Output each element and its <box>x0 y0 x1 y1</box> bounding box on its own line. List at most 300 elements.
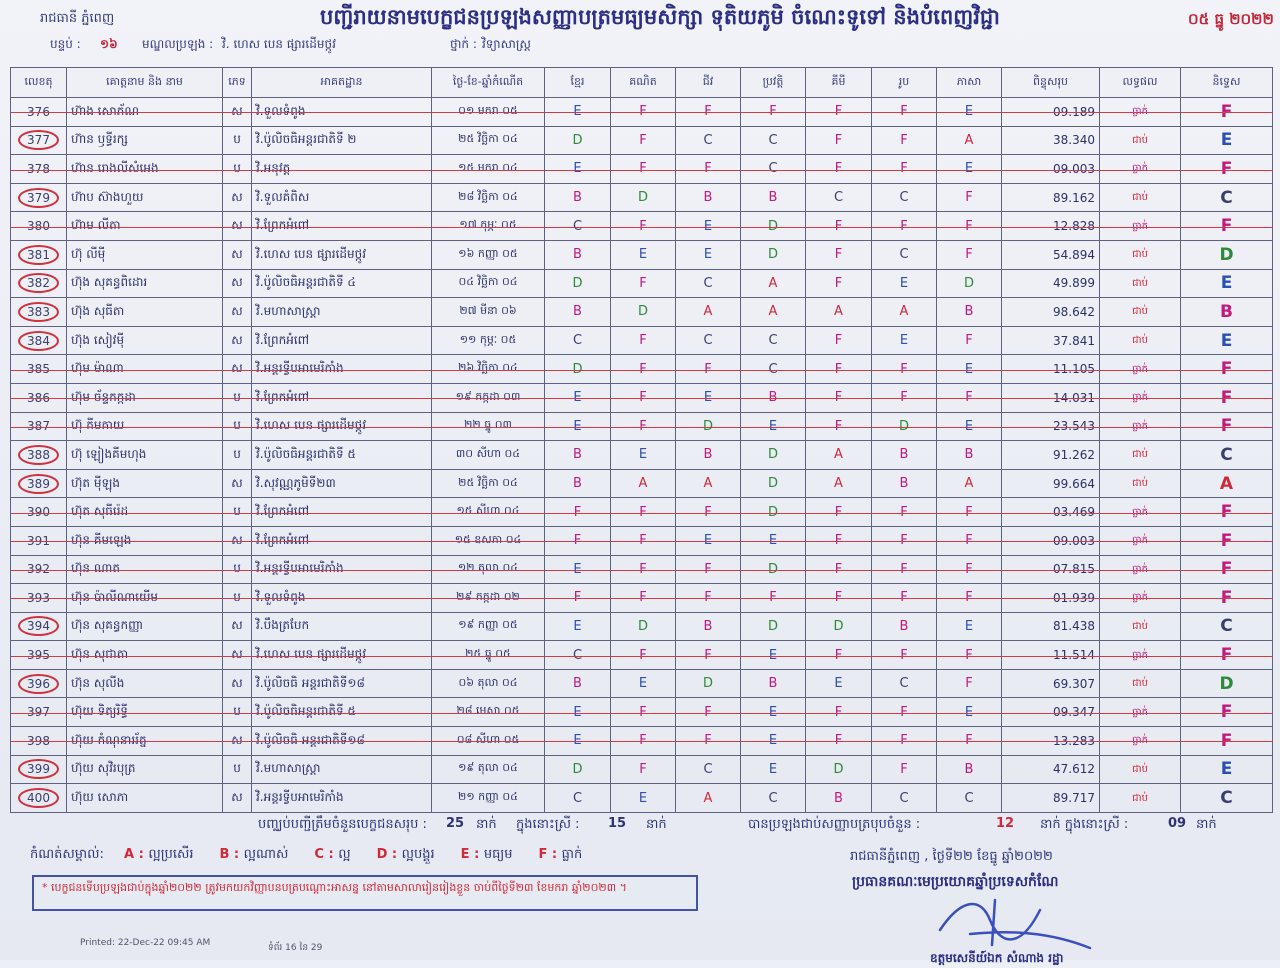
seat-number: 391 <box>27 533 50 548</box>
total-score: 37.841 <box>1002 326 1100 355</box>
page-title: បញ្ជីរាយនាមបេក្ខជនប្រឡងសញ្ញាបត្រមធ្យមសិក្សា ទុតិយភូមិ ចំណេះទូទៅ និងបំពេញវិជ្ជា <box>320 5 1000 29</box>
subject-grade: A <box>806 441 872 470</box>
subject-grade: F <box>611 126 676 155</box>
date-of-birth: ២៧ មីនា ០៦ <box>432 298 545 327</box>
subject-grade: F <box>872 383 937 412</box>
seat-number: 399 <box>18 759 59 779</box>
document-header <box>0 4 1280 32</box>
legend-items <box>108 847 582 862</box>
subject-grade: E <box>545 412 611 441</box>
subject-grade: D <box>741 240 806 269</box>
subject-grade: A <box>741 298 806 327</box>
subject-grade: C <box>741 355 806 384</box>
subject-grade: E <box>937 355 1002 384</box>
final-grade: B <box>1181 298 1273 327</box>
subject-grade: F <box>806 412 872 441</box>
date-of-birth: ១៥ សីហា ០៤ <box>432 498 545 527</box>
subject-grade: F <box>545 498 611 527</box>
subject-grade: F <box>872 526 937 555</box>
subject-grade: D <box>741 555 806 584</box>
result-status: ជាប់ <box>1100 326 1181 355</box>
date-of-birth: ២៥ វិច្ឆិកា ០៤ <box>432 126 545 155</box>
result-status: ធ្លាក់ <box>1100 98 1181 127</box>
column-header: ជីវ <box>676 68 741 98</box>
result-status: ធ្លាក់ <box>1100 355 1181 384</box>
subject-grade: F <box>937 669 1002 698</box>
seat-number: 384 <box>18 331 59 351</box>
stream-value: វិទ្យាសាស្ត្រ <box>482 37 531 51</box>
result-status: ធ្លាក់ <box>1100 727 1181 756</box>
legend-value: ល្អ <box>338 847 351 862</box>
date-of-birth: ០១ មករា ០៥ <box>432 98 545 127</box>
subject-grade: D <box>545 755 611 784</box>
candidate-name: ហ៊ុង សៀវម៉ី <box>67 326 223 355</box>
subject-grade: C <box>676 326 741 355</box>
final-grade: F <box>1181 727 1273 756</box>
legend-item <box>219 847 288 862</box>
subject-grade: F <box>937 526 1002 555</box>
subject-grade: F <box>937 498 1002 527</box>
subject-grade: E <box>611 441 676 470</box>
subject-grade: E <box>806 669 872 698</box>
summary-bar <box>0 816 1280 844</box>
subject-grade: D <box>806 612 872 641</box>
subject-grade: F <box>611 584 676 613</box>
subject-grade: F <box>872 126 937 155</box>
subject-grade: B <box>741 669 806 698</box>
candidate-name: ហ៊ុន សុគន្ធកញ្ញា <box>67 612 223 641</box>
total-count: 25 <box>446 816 465 831</box>
subject-grade: F <box>872 355 937 384</box>
final-grade: C <box>1181 784 1273 813</box>
results-table <box>10 67 1273 813</box>
subject-grade: C <box>545 212 611 241</box>
exam-date: ០៥ ធ្នូ ២០២២ <box>1188 10 1274 28</box>
table-row <box>11 669 1273 698</box>
total-score: 91.262 <box>1002 441 1100 470</box>
subject-grade: F <box>937 584 1002 613</box>
school-name: វិ.ព្រែកអំពៅ <box>252 212 432 241</box>
subject-grade: F <box>676 584 741 613</box>
subject-grade: E <box>545 612 611 641</box>
candidate-name: ហ៊ុម ច័ន្ទកក្កដា <box>67 383 223 412</box>
notice-box <box>32 875 698 911</box>
total-score: 89.717 <box>1002 784 1100 813</box>
total-score: 14.031 <box>1002 383 1100 412</box>
subject-grade: E <box>741 526 806 555</box>
final-grade: D <box>1181 240 1273 269</box>
candidate-name: ហ៊ុន សុលីង <box>67 669 223 698</box>
seat-number-cell <box>11 641 67 670</box>
final-grade: D <box>1181 669 1273 698</box>
candidate-sex: ប <box>223 555 252 584</box>
candidate-sex: ស <box>223 469 252 498</box>
subject-grade: C <box>872 240 937 269</box>
seat-number-cell <box>11 669 67 698</box>
date-of-birth: ១៩ កក្កដា ០៣ <box>432 383 545 412</box>
subject-grade: F <box>806 641 872 670</box>
seat-number: 397 <box>27 705 50 720</box>
result-status: ជាប់ <box>1100 298 1181 327</box>
subject-grade: F <box>611 755 676 784</box>
date-of-birth: ០៦ តុលា ០៤ <box>432 669 545 698</box>
subject-grade: F <box>676 98 741 127</box>
capital-label: រាជធានី ភ្នំពេញ <box>40 11 115 26</box>
seat-number-cell <box>11 355 67 384</box>
subject-grade: C <box>676 126 741 155</box>
legend-value: ល្អបង្គួរ <box>401 847 435 862</box>
candidate-sex: ស <box>223 269 252 298</box>
subject-grade: B <box>545 669 611 698</box>
subject-grade: F <box>872 498 937 527</box>
legend-value: ធ្លាក់ <box>561 847 583 862</box>
seat-number-cell <box>11 212 67 241</box>
subject-grade: B <box>741 383 806 412</box>
subject-grade: E <box>937 98 1002 127</box>
total-score: 81.438 <box>1002 612 1100 641</box>
subject-grade: F <box>676 155 741 184</box>
table-row <box>11 441 1273 470</box>
candidate-name: ហ៊ុម ម៉ាណា <box>67 355 223 384</box>
subject-grade: F <box>937 383 1002 412</box>
candidate-name: ហ៊ុត ម៉ីឡុង <box>67 469 223 498</box>
date-of-birth: ២១ កញ្ញា ០៤ <box>432 784 545 813</box>
subject-grade: E <box>545 727 611 756</box>
subject-grade: B <box>545 469 611 498</box>
column-header: ភាសា <box>937 68 1002 98</box>
candidate-sex: ស <box>223 240 252 269</box>
subject-grade: F <box>872 155 937 184</box>
signatory-name: ឧត្តមសេនីយ៍ឯក សំណាង រដ្ឋា <box>930 951 1064 965</box>
legend-item <box>124 847 193 862</box>
total-score: 12.828 <box>1002 212 1100 241</box>
table-row <box>11 641 1273 670</box>
column-header: ខ្មែរ <box>545 68 611 98</box>
subject-grade: F <box>611 412 676 441</box>
candidate-name: ហ៊ុយ កំណុនាររ័ត្ន <box>67 727 223 756</box>
table-row <box>11 298 1273 327</box>
final-grade: C <box>1181 612 1273 641</box>
final-grade: C <box>1181 441 1273 470</box>
result-status: ធ្លាក់ <box>1100 584 1181 613</box>
candidate-sex: ប <box>223 441 252 470</box>
seat-number-cell <box>11 441 67 470</box>
school-name: វិ.ប៉ូលិចធិ អន្តរជាតិទី១៨ <box>252 727 432 756</box>
seat-number-cell <box>11 98 67 127</box>
table-row <box>11 98 1273 127</box>
subject-grade: E <box>545 155 611 184</box>
column-header: លទ្ធផល <box>1100 68 1181 98</box>
subject-grade: F <box>611 641 676 670</box>
seat-number: 378 <box>27 161 50 176</box>
school-name: វិ.ប៉ូលិចធិអន្តរជាតិទី ២ <box>252 126 432 155</box>
legend-item <box>538 847 582 862</box>
legend-key: E : <box>460 847 484 862</box>
result-status: ជាប់ <box>1100 240 1181 269</box>
school-name: វិ.ប៉ូលិចធិអន្តរជាតិទី ៤ <box>252 269 432 298</box>
subject-grade: F <box>806 727 872 756</box>
school-name: វិ.ព្រែកអំពៅ <box>252 526 432 555</box>
total-score: 09.003 <box>1002 526 1100 555</box>
school-name: វិ.មហាសាស្ត្រា <box>252 755 432 784</box>
subject-grade: F <box>741 584 806 613</box>
seat-number-cell <box>11 784 67 813</box>
table-row <box>11 355 1273 384</box>
subject-grade: F <box>806 326 872 355</box>
candidate-name: ហ៊ុយ សោភា <box>67 784 223 813</box>
subject-grade: C <box>741 784 806 813</box>
candidate-sex: ស <box>223 641 252 670</box>
date-of-birth: ១២ តុលា ០៤ <box>432 555 545 584</box>
passed-female-count: 09 <box>1168 816 1187 831</box>
result-status: ជាប់ <box>1100 183 1181 212</box>
column-header: គីមី <box>806 68 872 98</box>
subject-grade: A <box>806 298 872 327</box>
school-name: វិ.ទួលគំពិស <box>252 183 432 212</box>
subject-grade: F <box>806 98 872 127</box>
page-number: ទំព័រ 16 នៃ 29 <box>268 943 323 953</box>
table-row <box>11 784 1273 813</box>
final-grade: F <box>1181 498 1273 527</box>
legend-item <box>377 847 435 862</box>
subject-grade: A <box>676 469 741 498</box>
subject-grade: F <box>676 698 741 727</box>
column-header: ពិន្ទុសរុប <box>1002 68 1100 98</box>
school-name: វិ.ព្រែកអំពៅ <box>252 383 432 412</box>
result-status: ជាប់ <box>1100 612 1181 641</box>
subject-grade: F <box>872 755 937 784</box>
subject-grade: B <box>545 240 611 269</box>
total-score: 89.162 <box>1002 183 1100 212</box>
candidate-name: ហ៊ុ ឡៀងគីមហុង <box>67 441 223 470</box>
date-of-birth: ១៥ ឧសភា ០៤ <box>432 526 545 555</box>
total-score: 23.543 <box>1002 412 1100 441</box>
result-status: ជាប់ <box>1100 755 1181 784</box>
subject-grade: D <box>741 612 806 641</box>
subject-grade: F <box>806 498 872 527</box>
subject-grade: F <box>611 355 676 384</box>
seat-number: 381 <box>18 245 59 265</box>
subject-grade: B <box>676 183 741 212</box>
total-score: 11.514 <box>1002 641 1100 670</box>
total-score: 09.189 <box>1002 98 1100 127</box>
subject-grade: F <box>806 584 872 613</box>
final-grade: F <box>1181 526 1273 555</box>
school-name: វិ.អនុវត្ត <box>252 155 432 184</box>
candidate-name: ហ៊ាន រោងលីសំអេង <box>67 155 223 184</box>
female-label: ក្នុងនោះស្រី : <box>516 817 580 832</box>
candidate-name: ហ៊ាម លីតា <box>67 212 223 241</box>
seat-number: 383 <box>18 302 59 322</box>
subject-grade: E <box>741 727 806 756</box>
subject-grade: F <box>611 526 676 555</box>
legend-key: D : <box>376 847 402 862</box>
subject-grade: F <box>806 126 872 155</box>
subject-grade: F <box>937 727 1002 756</box>
date-of-birth: ១១ កុម្ភៈ ០៥ <box>432 326 545 355</box>
column-header: និទ្ទេស <box>1181 68 1273 98</box>
center-label: មណ្ឌលប្រឡង : <box>142 37 214 51</box>
final-grade: F <box>1181 155 1273 184</box>
date-of-birth: ២៦ វិច្ឆិកា ០៤ <box>432 355 545 384</box>
school-name: វិ.ហេស បេន ផ្សារដើមថ្កូវ <box>252 412 432 441</box>
candidate-sex: ប <box>223 498 252 527</box>
date-of-birth: ៣០ សីហា ០៤ <box>432 441 545 470</box>
subject-grade: B <box>741 183 806 212</box>
subject-grade: B <box>676 441 741 470</box>
candidate-name: ហ៊ុ លីម៉ី <box>67 240 223 269</box>
subject-grade: F <box>937 240 1002 269</box>
final-grade: E <box>1181 755 1273 784</box>
column-header: ថ្ងៃ-ខែ-ឆ្នាំកំណើត <box>432 68 545 98</box>
subject-grade: C <box>741 155 806 184</box>
candidate-sex: ស <box>223 98 252 127</box>
seat-number: 389 <box>18 474 59 494</box>
place-date: រាជធានីភ្នំពេញ , ថ្ងៃទី២២ ខែធ្នូ ឆ្នាំ២០២២ <box>850 849 1053 864</box>
school-name: វិ.ហេស បេន ផ្សារដើមថ្កូវ <box>252 641 432 670</box>
date-of-birth: ២៩ កក្កដា ០២ <box>432 584 545 613</box>
candidate-sex: ប <box>223 155 252 184</box>
subject-grade: F <box>676 498 741 527</box>
subject-grade: F <box>872 698 937 727</box>
signature-icon <box>900 890 1100 954</box>
table-row <box>11 126 1273 155</box>
final-grade: F <box>1181 584 1273 613</box>
subject-grade: D <box>872 412 937 441</box>
seat-number: 394 <box>18 616 59 636</box>
subject-grade: F <box>806 526 872 555</box>
total-unit: នាក់ <box>476 817 497 832</box>
subject-grade: F <box>611 269 676 298</box>
candidate-sex: ប <box>223 383 252 412</box>
subject-grade: F <box>872 555 937 584</box>
legend-label: កំណត់សម្គាល់: <box>30 847 104 862</box>
seat-number-cell <box>11 155 67 184</box>
subject-grade: E <box>676 240 741 269</box>
subject-grade: A <box>937 126 1002 155</box>
subject-grade: F <box>611 383 676 412</box>
school-name: វិ.ទួលទំពូង <box>252 584 432 613</box>
candidate-sex: ស <box>223 727 252 756</box>
school-name: វិ.ប៉ូលិចធិអន្តរជាតិទី ៥ <box>252 441 432 470</box>
result-status: ធ្លាក់ <box>1100 412 1181 441</box>
subject-grade: C <box>872 183 937 212</box>
subject-grade: E <box>937 698 1002 727</box>
school-name: វិ.អន្តរទ្វីបអាមេរិកាំង <box>252 355 432 384</box>
subject-grade: C <box>545 641 611 670</box>
result-status: ធ្លាក់ <box>1100 212 1181 241</box>
seat-number: 400 <box>18 788 59 808</box>
subject-grade: C <box>872 784 937 813</box>
date-of-birth: ២៨ វិច្ឆិកា ០៤ <box>432 183 545 212</box>
school-name: វិ.បឹងត្របែក <box>252 612 432 641</box>
room-label: បន្ទប់ : <box>50 37 81 51</box>
subject-grade: F <box>806 212 872 241</box>
subject-grade: A <box>676 784 741 813</box>
legend-key: C : <box>314 847 339 862</box>
legend-item <box>461 847 513 862</box>
table-row <box>11 698 1273 727</box>
subject-grade: F <box>806 698 872 727</box>
column-header: គណិត <box>611 68 676 98</box>
candidate-name: ហ៊ុ គីមគាយ <box>67 412 223 441</box>
subject-grade: F <box>872 584 937 613</box>
subject-grade: E <box>545 383 611 412</box>
candidate-name: ហ៊ុង សុធីតា <box>67 298 223 327</box>
subject-grade: D <box>741 498 806 527</box>
table-row <box>11 269 1273 298</box>
candidate-name: ហ៊ាប ស៊ាងហួយ <box>67 183 223 212</box>
total-score: 98.642 <box>1002 298 1100 327</box>
subject-grade: C <box>741 326 806 355</box>
subject-grade: B <box>806 784 872 813</box>
result-status: ធ្លាក់ <box>1100 641 1181 670</box>
subject-grade: E <box>872 269 937 298</box>
seat-number-cell <box>11 126 67 155</box>
subject-grade: F <box>676 641 741 670</box>
subject-grade: E <box>611 784 676 813</box>
total-score: 07.815 <box>1002 555 1100 584</box>
final-grade: E <box>1181 269 1273 298</box>
date-of-birth: ១៥ មករា ០៤ <box>432 155 545 184</box>
subject-grade: C <box>545 326 611 355</box>
subject-grade: C <box>806 183 872 212</box>
seat-number: 380 <box>27 219 50 234</box>
subject-grade: E <box>741 412 806 441</box>
final-grade: F <box>1181 412 1273 441</box>
subject-grade: A <box>741 269 806 298</box>
date-of-birth: ២៥ វិច្ឆិកា ០៤ <box>432 469 545 498</box>
result-status: ជាប់ <box>1100 469 1181 498</box>
table-row <box>11 183 1273 212</box>
subject-grade: E <box>937 155 1002 184</box>
subject-grade: E <box>741 641 806 670</box>
exam-info-bar <box>0 34 1280 56</box>
seat-number-cell <box>11 469 67 498</box>
subject-grade: C <box>545 784 611 813</box>
female-unit: នាក់ <box>646 817 667 832</box>
subject-grade: E <box>741 698 806 727</box>
subject-grade: F <box>872 212 937 241</box>
final-grade: F <box>1181 212 1273 241</box>
legend-key: F : <box>538 847 562 862</box>
candidate-sex: ប <box>223 584 252 613</box>
seat-number-cell <box>11 612 67 641</box>
candidate-name: ហ៊ុត សុធីរ៉េដ <box>67 498 223 527</box>
subject-grade: F <box>937 555 1002 584</box>
notice-text: * បេក្ខជនទើបប្រឡងជាប់ក្នុងឆ្នាំ២០២២ ត្រូវមកយកវិញ្ញាបនបត្របណ្ដោះអាសន្ន នៅតាមសាលារៀនរៀងខ្លួន ចាប់ពីថ្ងៃទី២៣ ខែមករា ឆ្នាំ២០២៣ ។ <box>42 881 627 894</box>
candidate-sex: ស <box>223 784 252 813</box>
subject-grade: B <box>545 441 611 470</box>
total-score: 09.347 <box>1002 698 1100 727</box>
subject-grade: F <box>741 98 806 127</box>
result-status: ធ្លាក់ <box>1100 526 1181 555</box>
subject-grade: F <box>611 98 676 127</box>
subject-grade: F <box>611 698 676 727</box>
final-grade: E <box>1181 126 1273 155</box>
seat-number: 392 <box>27 562 50 577</box>
seat-number: 377 <box>18 130 59 150</box>
total-score: 49.899 <box>1002 269 1100 298</box>
candidate-name: ហ៊ុន ណាត <box>67 555 223 584</box>
subject-grade: D <box>611 612 676 641</box>
subject-grade: C <box>937 784 1002 813</box>
seat-number: 396 <box>18 674 59 694</box>
seat-number-cell <box>11 698 67 727</box>
seat-number-cell <box>11 584 67 613</box>
subject-grade: D <box>545 355 611 384</box>
total-score: 47.612 <box>1002 755 1100 784</box>
